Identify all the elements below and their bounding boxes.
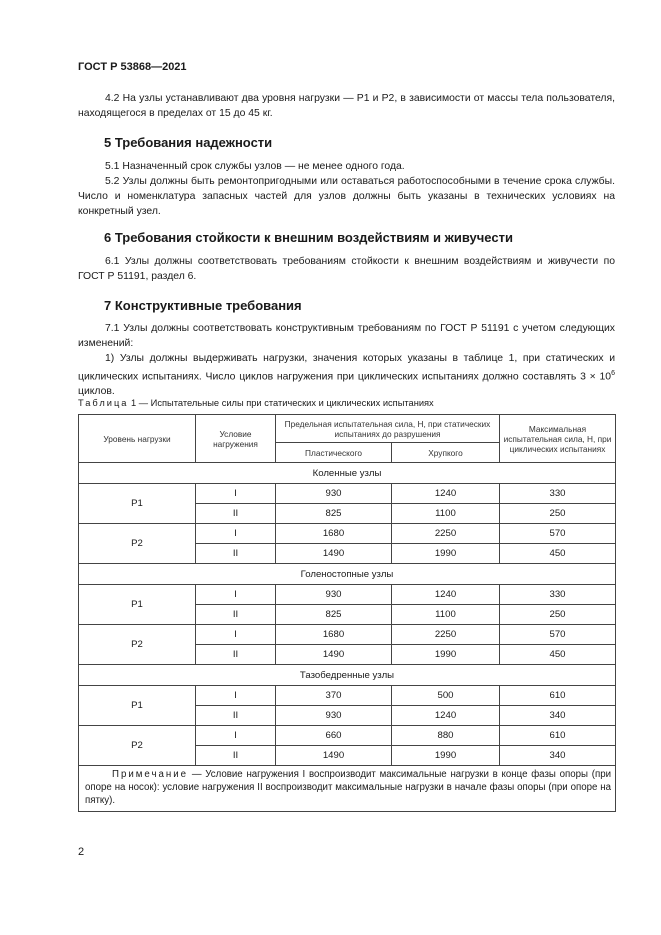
paragraph-5-1-text: 5.1 Назначенный срок службы узлов — не менее одного года.: [105, 161, 405, 172]
table-section-title: Коленные узлы: [79, 463, 616, 484]
cell-plastic: 930: [276, 484, 392, 504]
table-note: [79, 766, 616, 812]
cell-condition: I: [196, 585, 276, 605]
paragraph-4-2-text: На узлы устанавливают два уровня нагрузки — Р1 и Р2, в зависимости от массы тела пользователя, находящегося в пределах от 15 до 45 кг.: [78, 93, 615, 119]
cell-brittle: 1100: [392, 605, 500, 625]
header-condition: Условие нагружения: [196, 415, 276, 463]
cell-condition: II: [196, 544, 276, 564]
section-6-heading: 6 Требования стойкости к внешним воздействиям и живучести: [104, 230, 513, 245]
cell-brittle: 1990: [392, 645, 500, 665]
cell-brittle: 2250: [392, 524, 500, 544]
paragraph-5-2-text: 5.2 Узлы должны быть ремонтопригодными или оставаться работоспособными в течение срока службы. Число и номенклатура запасных частей для узлов должны быть указаны в технических условиях на конкретный узел.: [78, 176, 615, 217]
cell-brittle: 1100: [392, 504, 500, 524]
exponent: 6: [611, 370, 615, 377]
section-7-heading: 7 Конструктивные требования: [104, 298, 302, 313]
cell-condition: II: [196, 504, 276, 524]
table-body: [79, 463, 616, 766]
cell-condition: I: [196, 726, 276, 746]
cell-condition: II: [196, 706, 276, 726]
cell-brittle: 1240: [392, 484, 500, 504]
header-plastic: Пластического: [276, 443, 392, 463]
cell-brittle: 880: [392, 726, 500, 746]
section-5-heading: 5 Требования надежности: [104, 135, 273, 150]
paragraph-4-2: [78, 91, 615, 121]
cell-cyclic: 450: [500, 544, 616, 564]
paragraph-5-1: [78, 159, 615, 174]
header-brittle: Хрупкого: [392, 443, 500, 463]
table-row: [79, 625, 616, 645]
cell-plastic: 1490: [276, 746, 392, 766]
table-row: [79, 726, 616, 746]
table-row: [79, 686, 616, 706]
cell-condition: I: [196, 484, 276, 504]
page-number: 2: [78, 846, 85, 858]
note-text: — Условие нагружения I воспроизводит максимальные нагрузки в конце фазы опоры (при опоре на носок): условие нагружения II воспроизводит максимальные нагрузки в начале фазы опоры (при опоре на пятку).: [85, 769, 611, 806]
paragraph-6-1-text: 6.1 Узлы должны соответствовать требованиям стойкости к внешним воздействиям и живучести по ГОСТ Р 51191, раздел 6.: [78, 256, 615, 282]
load-table: [78, 414, 616, 812]
cell-brittle: 1240: [392, 585, 500, 605]
table-section-title: Тазобедренные узлы: [79, 665, 616, 686]
cell-cyclic: 610: [500, 686, 616, 706]
cell-brittle: 1990: [392, 746, 500, 766]
table-caption: [78, 398, 434, 408]
cell-load-level: Р1: [79, 686, 196, 726]
table-caption-label: Таблица: [78, 398, 129, 408]
cell-plastic: 370: [276, 686, 392, 706]
cell-plastic: 825: [276, 504, 392, 524]
table-section-row: [79, 564, 616, 585]
cell-plastic: 930: [276, 706, 392, 726]
cell-cyclic: 330: [500, 484, 616, 504]
cell-condition: I: [196, 686, 276, 706]
paragraph-4-2-num: 4.2: [105, 93, 120, 104]
cell-condition: II: [196, 605, 276, 625]
cell-cyclic: 250: [500, 605, 616, 625]
cell-cyclic: 570: [500, 625, 616, 645]
cell-plastic: 1680: [276, 524, 392, 544]
cell-plastic: 930: [276, 585, 392, 605]
cell-plastic: 825: [276, 605, 392, 625]
paragraph-7-1-text: 7.1 Узлы должны соответствовать конструктивным требованиям по ГОСТ Р 51191 с учетом следующих изменений:: [78, 323, 615, 349]
cell-plastic: 1490: [276, 645, 392, 665]
cell-brittle: 2250: [392, 625, 500, 645]
table-section-row: [79, 665, 616, 686]
cell-condition: I: [196, 625, 276, 645]
cell-brittle: 1240: [392, 706, 500, 726]
paragraph-7-1-item-1-end: циклов.: [78, 386, 115, 398]
cell-load-level: Р1: [79, 585, 196, 625]
table-section-title: Голеностопные узлы: [79, 564, 616, 585]
table-section-row: [79, 463, 616, 484]
cell-cyclic: 610: [500, 726, 616, 746]
paragraph-5-2: [78, 174, 615, 219]
cell-cyclic: 450: [500, 645, 616, 665]
header-max-cyclic: Максимальная испытательная сила, Н, при циклических испытаниях: [500, 415, 616, 463]
paragraph-6-1: [78, 254, 615, 284]
paragraph-7-1-item-1: [78, 351, 615, 399]
header-ultimate-force: Предельная испытательная сила, Н, при статических испытаниях до разрушения: [276, 415, 500, 443]
cell-brittle: 500: [392, 686, 500, 706]
cell-cyclic: 250: [500, 504, 616, 524]
cell-condition: I: [196, 524, 276, 544]
table-row: [79, 585, 616, 605]
table-note-row: [79, 766, 616, 812]
paragraph-7-1: [78, 321, 615, 351]
note-label: Примечание: [112, 769, 189, 780]
table-header-row: [79, 415, 616, 443]
table-row: [79, 524, 616, 544]
document-id: ГОСТ Р 53868—2021: [78, 61, 187, 73]
cell-plastic: 1490: [276, 544, 392, 564]
cell-load-level: Р2: [79, 726, 196, 766]
cell-brittle: 1990: [392, 544, 500, 564]
cell-cyclic: 340: [500, 706, 616, 726]
cell-condition: II: [196, 746, 276, 766]
header-load-level: Уровень нагрузки: [79, 415, 196, 463]
cell-cyclic: 330: [500, 585, 616, 605]
table-row: [79, 484, 616, 504]
cell-load-level: Р2: [79, 625, 196, 665]
table-caption-text: 1 — Испытательные силы при статических и циклических испытаниях: [128, 398, 434, 408]
cell-plastic: 660: [276, 726, 392, 746]
cell-load-level: Р2: [79, 524, 196, 564]
cell-cyclic: 340: [500, 746, 616, 766]
paragraph-7-1-item-1-text: 1) Узлы должны выдерживать нагрузки, значения которых указаны в таблице 1, при статических и циклических испытаниях. Число циклов нагружения при циклических испытаниях должно составлять 3 × 10: [78, 353, 615, 383]
cell-plastic: 1680: [276, 625, 392, 645]
cell-cyclic: 570: [500, 524, 616, 544]
cell-load-level: Р1: [79, 484, 196, 524]
cell-condition: II: [196, 645, 276, 665]
